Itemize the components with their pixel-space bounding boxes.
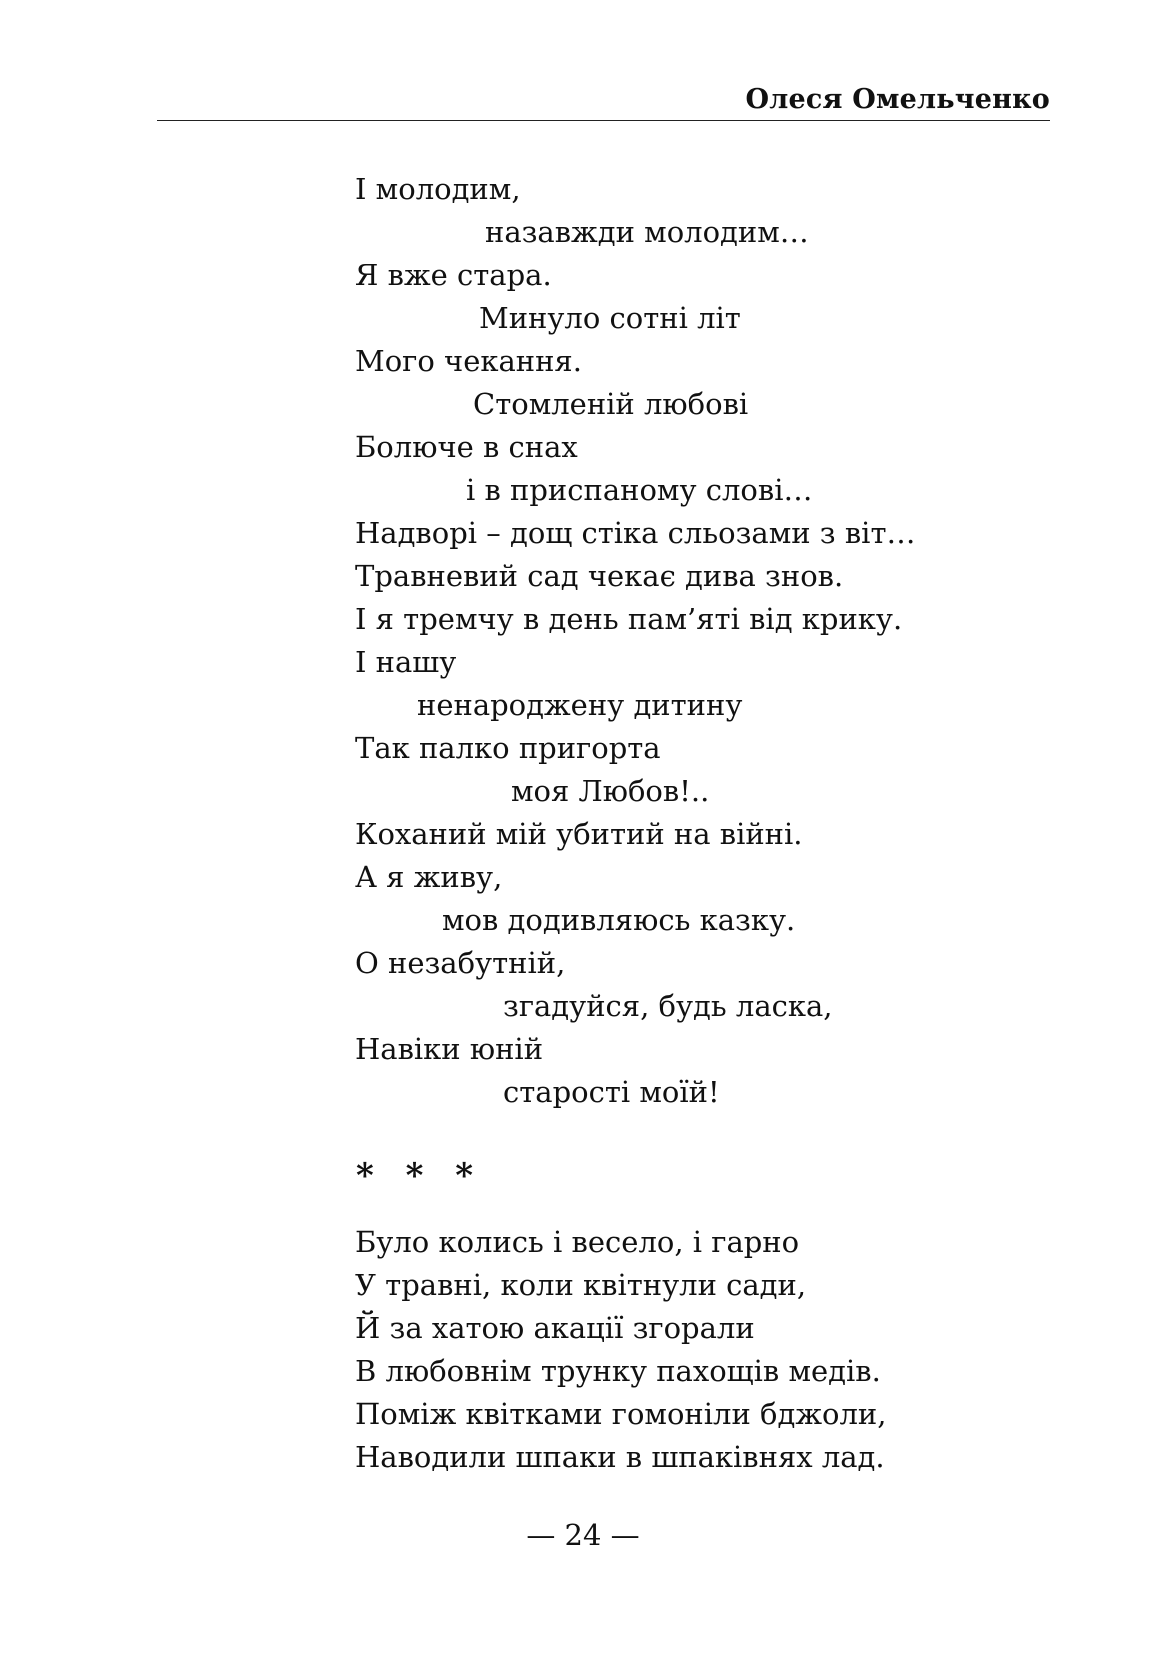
poem-1 (355, 168, 916, 1114)
poem-line: і в приспаному слові… (466, 473, 813, 507)
poem-line: Минуло сотні літ (479, 301, 741, 335)
poem-line: старості моїй! (503, 1075, 720, 1109)
header-author: Олеся Омельченко (745, 84, 1050, 115)
poem-line: Поміж квітками гомоніли бджоли, (355, 1397, 887, 1431)
page-number: — 24 — (526, 1518, 640, 1552)
poem-line: згадуйся, будь ласка, (503, 989, 833, 1023)
poem-line: Стомленій любові (473, 387, 749, 421)
poem-line: А я живу, (355, 860, 503, 894)
poem-line: В любовнім трунку пахощів медів. (355, 1354, 881, 1388)
poem-line: Болюче в снах (355, 430, 578, 464)
poem-line: ненароджену дитину (417, 688, 743, 722)
poem-line: моя Любов!.. (511, 774, 710, 808)
poem-line: І молодим, (355, 172, 521, 206)
poem-2 (355, 1221, 886, 1479)
poem-line: мов додивляюсь казку. (442, 903, 796, 937)
poem-line: Було колись і весело, і гарно (355, 1225, 800, 1259)
poem-line: Так палко пригорта (355, 731, 661, 765)
poem-line: О незабутній, (355, 946, 566, 980)
poem-line: назавжди молодим… (485, 215, 809, 249)
poem-line: І я тремчу в день пам’яті від крику. (355, 602, 903, 636)
poem-line: У травні, коли квітнули сади, (355, 1268, 807, 1302)
poem-line: Травневий сад чекає дива знов. (355, 559, 844, 593)
poem-line: Коханий мій убитий на війні. (355, 817, 803, 851)
poem-line: Надворі – дощ стіка сльозами з віт… (355, 516, 916, 550)
poem-line: Й за хатою акації згорали (355, 1311, 755, 1345)
poem-line: Мого чекання. (355, 344, 582, 378)
poem-line: Я вже стара. (355, 258, 552, 292)
poem-line: І нашу (355, 645, 457, 679)
poem-line: Наводили шпаки в шпаківнях лад. (355, 1440, 885, 1474)
running-header (157, 82, 1050, 121)
section-separator: * * * (356, 1156, 484, 1196)
poem-line: Навіки юній (355, 1032, 544, 1066)
